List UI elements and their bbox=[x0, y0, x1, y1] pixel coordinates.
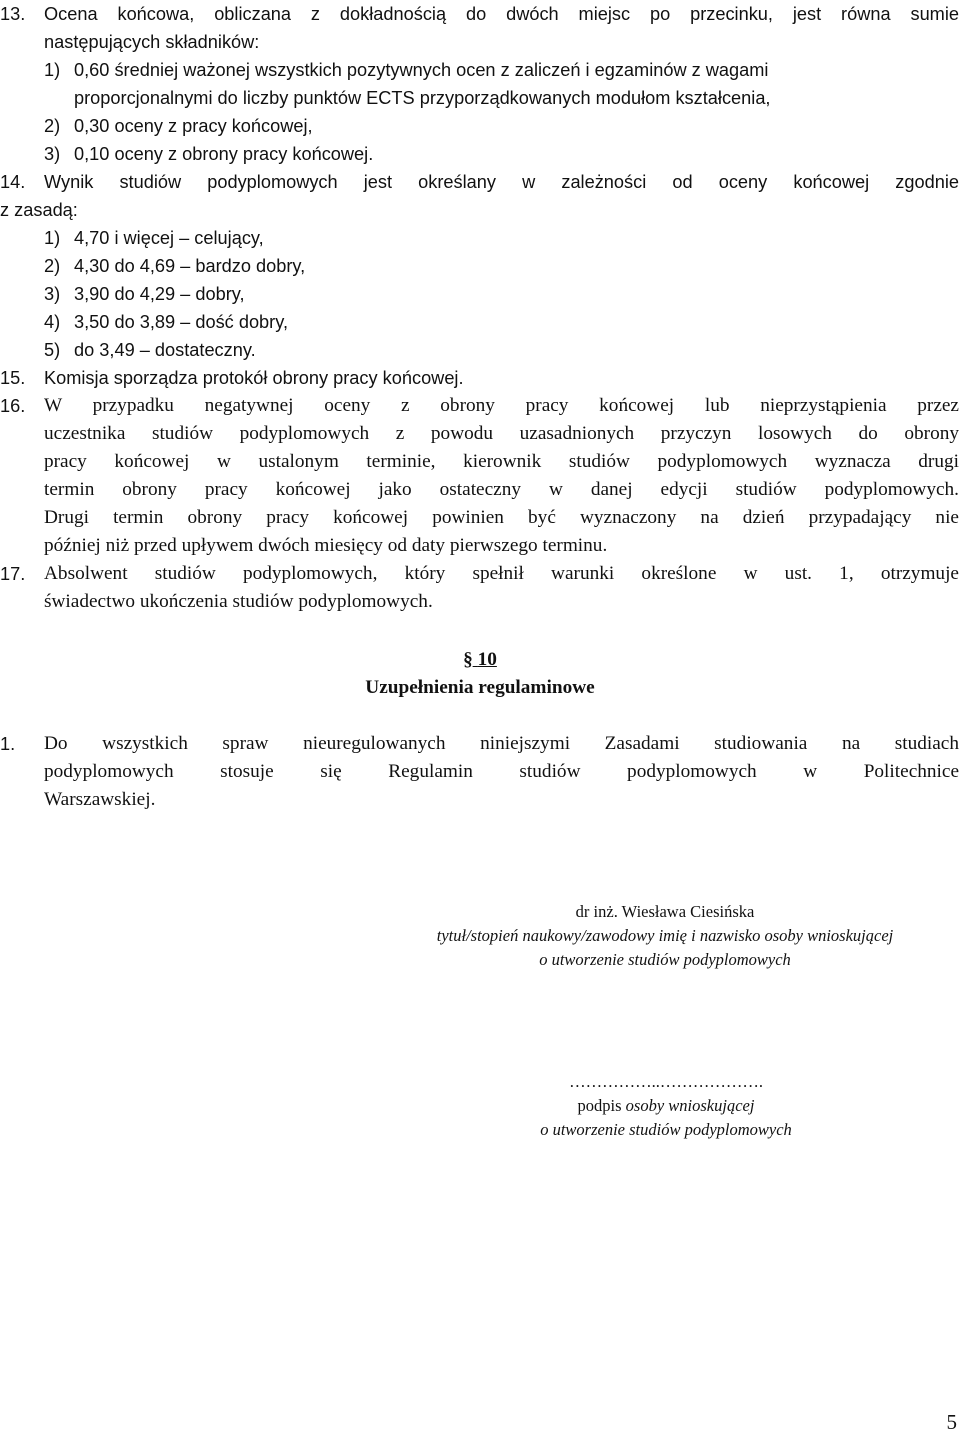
signature-dotted-line: ……………..………………. bbox=[569, 1072, 763, 1091]
item-number: 14. bbox=[0, 172, 26, 192]
page-number: 5 bbox=[946, 1410, 957, 1434]
sub-item-number: 3) bbox=[44, 284, 61, 304]
section-heading bbox=[0, 646, 960, 674]
signature-label-italic: osoby wnioskującej bbox=[625, 1096, 755, 1115]
item-16-body bbox=[44, 392, 959, 560]
signatory-caption-line-2: o utworzenie studiów podyplomowych bbox=[539, 950, 791, 969]
signature-caption-line-2: o utworzenie studiów podyplomowych bbox=[540, 1120, 792, 1139]
sub-item-number: 2) bbox=[44, 256, 61, 276]
sub-item bbox=[44, 140, 373, 168]
sub-item-text: 4,70 i więcej – celujący, bbox=[74, 228, 264, 248]
sub-item-text: 4,30 do 4,69 – bardzo dobry, bbox=[74, 256, 306, 276]
section-item-1-line: Do wszystkich spraw nieuregulowanych niniejszymi Zasadami studiowania na studiach bbox=[44, 733, 959, 754]
sub-item-text: 3,90 do 4,29 – dobry, bbox=[74, 284, 245, 304]
sub-item-text: 0,30 oceny z pracy końcowej, bbox=[74, 116, 313, 136]
sub-item bbox=[44, 336, 256, 364]
item-13-line-1: Ocena końcowa, obliczana z dokładnością do dwóch miejsc po przecinku, jest równa sumie bbox=[44, 4, 959, 24]
sub-item-number: 5) bbox=[44, 340, 61, 360]
item-13-line-2: następujących składników: bbox=[44, 32, 260, 52]
sub-item-text: proporcjonalnymi do liczby punktów ECTS przyporządkowanych modułom kształcenia, bbox=[74, 88, 771, 108]
signature-label-plain: podpis bbox=[577, 1096, 626, 1115]
item-14-line-2: z zasadą: bbox=[0, 200, 78, 220]
item-15-text: Komisja sporządza protokół obrony pracy końcowej. bbox=[44, 368, 464, 388]
item-16-line: uczestnika studiów podyplomowych z powodu uzasadnionych przyczyn losowych do obrony bbox=[44, 423, 959, 444]
signature-block bbox=[496, 1070, 836, 1142]
section-symbol: § bbox=[463, 649, 473, 670]
item-16-line: termin obrony pracy końcowej jako ostateczny w danej edycji studiów podyplomowych. bbox=[44, 479, 959, 500]
section-item-1-line: Warszawskiej. bbox=[44, 789, 156, 810]
sub-item-text: 0,60 średniej ważonej wszystkich pozytywnych ocen z zaliczeń i egzaminów z wagami bbox=[74, 60, 769, 80]
sub-item-text: 0,10 oceny z obrony pracy końcowej. bbox=[74, 144, 374, 164]
sub-item-number: 1) bbox=[44, 60, 61, 80]
sub-item bbox=[44, 280, 245, 308]
section-number-value: 10 bbox=[477, 649, 497, 670]
signature-label bbox=[496, 1094, 836, 1118]
item-16-line: Drugi termin obrony pracy końcowej powinien być wyznaczony na dzień przypadający nie bbox=[44, 507, 959, 528]
item-16-line: pracy końcowej w ustalonym terminie, kierownik studiów podyplomowych wyznacza drugi bbox=[44, 451, 959, 472]
sub-item-text: 3,50 do 3,89 – dość dobry, bbox=[74, 312, 289, 332]
sub-item-number: 3) bbox=[44, 144, 61, 164]
item-number: 15. bbox=[0, 368, 26, 388]
sub-item-number: 4) bbox=[44, 312, 61, 332]
item-number: 1. bbox=[0, 734, 16, 754]
item-number: 13. bbox=[0, 4, 26, 24]
section-title: Uzupełnienia regulaminowe bbox=[365, 677, 595, 698]
item-17-body bbox=[44, 560, 959, 616]
signatory-caption-line-1: tytuł/stopień naukowy/zawodowy imię i nazwisko osoby wnioskującej bbox=[436, 926, 894, 945]
signatory-block bbox=[384, 900, 946, 972]
item-number: 17. bbox=[0, 564, 26, 584]
sub-item bbox=[44, 308, 288, 336]
item-13-body bbox=[44, 0, 959, 56]
item-15-body bbox=[44, 364, 959, 392]
sub-item bbox=[44, 56, 768, 84]
item-17-line: Absolwent studiów podyplomowych, który spełnił warunki określone w ust. 1, otrzymuje bbox=[44, 563, 959, 584]
item-17-line: świadectwo ukończenia studiów podyplomowych. bbox=[44, 591, 433, 612]
sub-item-text: do 3,49 – dostateczny. bbox=[74, 340, 256, 360]
section-item-1-line: podyplomowych stosuje się Regulamin studiów podyplomowych w Politechnice bbox=[44, 761, 959, 782]
signatory-name: dr inż. Wiesława Ciesińska bbox=[575, 902, 755, 921]
sub-item bbox=[44, 252, 305, 280]
sub-item-number: 2) bbox=[44, 116, 61, 136]
item-16-line: później niż przed upływem dwóch miesięcy od daty pierwszego terminu. bbox=[44, 535, 608, 556]
sub-item-number: 1) bbox=[44, 228, 61, 248]
sub-item bbox=[44, 84, 771, 112]
item-16-line: W przypadku negatywnej oceny z obrony pracy końcowej lub nieprzystąpienia przez bbox=[44, 395, 959, 416]
item-number: 16. bbox=[0, 396, 26, 416]
item-14-body bbox=[44, 168, 959, 196]
section-item-1-body bbox=[44, 730, 959, 814]
sub-item bbox=[44, 112, 313, 140]
sub-item bbox=[44, 224, 264, 252]
item-14-line-1: Wynik studiów podyplomowych jest określany w zależności od oceny końcowej zgodnie bbox=[44, 172, 959, 192]
section-number bbox=[463, 649, 497, 670]
